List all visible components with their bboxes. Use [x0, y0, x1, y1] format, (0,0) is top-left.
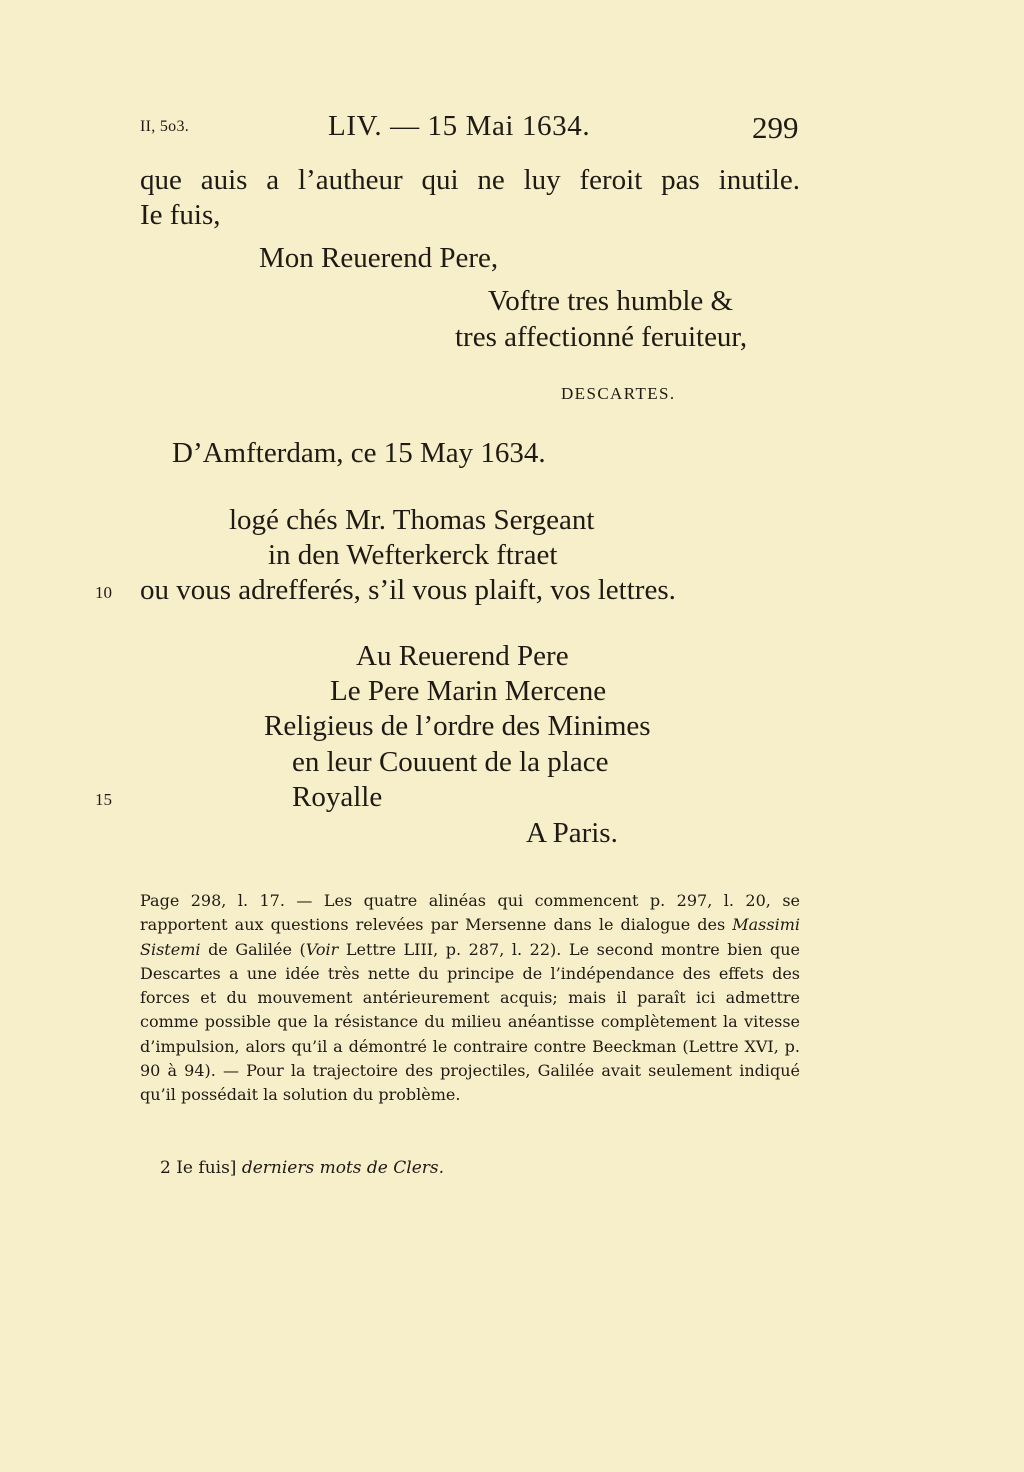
superscription-line-5: Royalle [292, 781, 383, 813]
page-number: 299 [752, 110, 799, 145]
superscription-line-1: Au Reuerend Pere [356, 640, 569, 672]
line-number-15: 15 [95, 790, 112, 809]
superscription-line-4: en leur Couuent de la place [292, 746, 609, 778]
note-text-2: de Galilée ( [200, 939, 306, 959]
superscription-line-6: A Paris. [526, 817, 618, 849]
closing-line-1: Voftre tres humble & [488, 285, 734, 317]
note-voir-italic: Voir [305, 939, 339, 959]
address-line-3: ou vous adrefferés, s’il vous plaift, vos lettres. [140, 574, 676, 606]
variant-note [160, 1158, 444, 1178]
letter-line-1: que auis a l’autheur qui ne luy feroit pas inutile. [140, 164, 800, 196]
address-line-1: logé chés Mr. Thomas Sergeant [229, 504, 595, 536]
note-text-1: Page 298, l. 17. — Les quatre alinéas qui commencent p. 297, l. 20, se rapportent aux questions relevées par Mersenne dans le dialogue des [140, 891, 800, 935]
salutation: Mon Reuerend Pere, [259, 242, 499, 274]
letter-line-2: Ie fuis, [140, 199, 221, 231]
closing-line-2: tres affectionné feruiteur, [455, 321, 748, 353]
address-line-2: in den Wefterkerck ftraet [268, 539, 558, 571]
line-number-10: 10 [95, 583, 112, 602]
superscription-line-2: Le Pere Marin Mercene [330, 675, 607, 707]
running-head-reference: II, 5o3. [140, 118, 190, 135]
variant-italic: derniers mots de Clers. [241, 1158, 445, 1178]
superscription-line-3: Religieus de l’ordre des Minimes [264, 710, 651, 742]
date-place: D’Amfterdam, ce 15 May 1634. [172, 437, 546, 469]
note-title-italic: Massimi Sistemi [140, 915, 800, 959]
variant-prefix: 2 Ie fuis] [160, 1158, 237, 1178]
editorial-note [140, 889, 800, 1108]
signature: DESCARTES. [561, 384, 676, 403]
note-text-3: Lettre LIII, p. 287, l. 22). Le second montre bien que Descartes a une idée très nette du principe de l’indépendance des effets des forces et du mouvement antérieurement acquis; mais il paraît ici admettre comme possible que la résistance du milieu anéantisse complètement la vitesse d’impulsion, alors qu’il a démontré le contraire contre Beeckman (Lettre XVI, p. 90 à 94). — Pour la trajectoire des projectiles, Galilée avait seulement indiqué qu’il possédait la solution du problème. [140, 939, 800, 1105]
running-head-title: LIV. — 15 Mai 1634. [328, 110, 591, 142]
